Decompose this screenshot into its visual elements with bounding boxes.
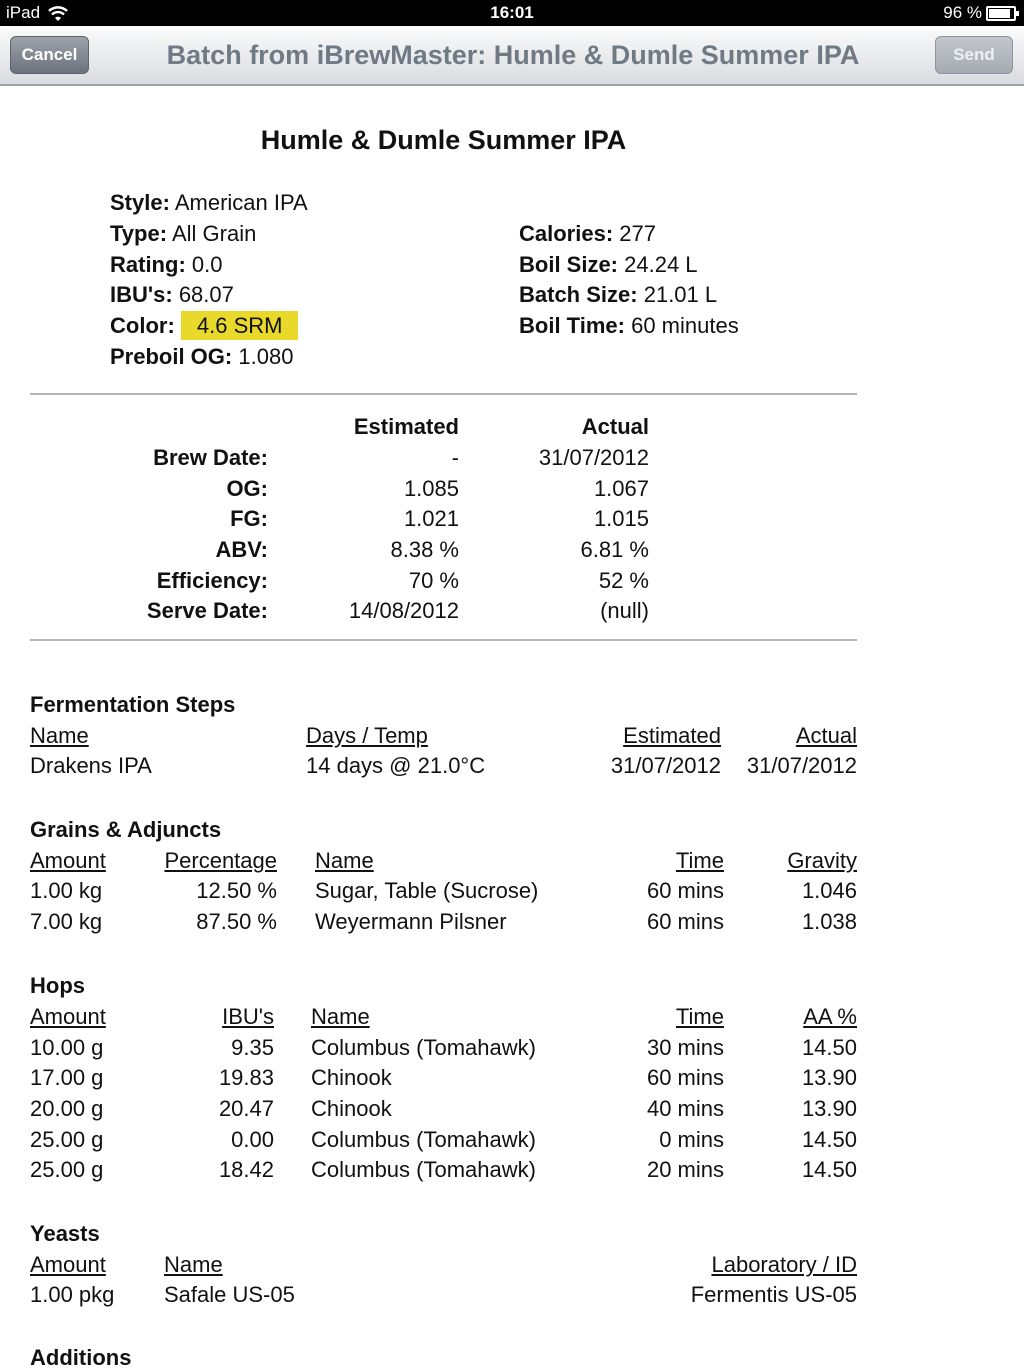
divider [30,393,857,395]
preboil-label: Preboil OG: [110,344,233,369]
grain-amount: 1.00 kg [30,878,103,903]
boil-size-label: Boil Size: [519,252,619,277]
grains-header-name: Name [315,848,374,873]
hop-amount: 10.00 g [30,1035,104,1060]
ferm-header-actual: Actual [795,723,857,748]
grain-gravity: 1.038 [801,909,857,934]
ibu-label: IBU's: [110,282,173,307]
boil-time-label: Boil Time: [519,313,625,338]
grain-name: Sugar, Table (Sucrose) [315,878,539,903]
hop-name: Chinook [311,1096,392,1121]
grains-header-time: Time [675,848,724,873]
preboil-row [110,344,293,370]
stat-actual: 6.81 % [580,537,649,562]
hop-aa: 13.90 [801,1096,857,1121]
batch-size-value: 21.01 L [643,282,718,307]
hop-aa: 14.50 [801,1157,857,1182]
hop-name: Chinook [311,1065,392,1090]
stat-label: Efficiency: [156,568,268,593]
grains-header-percentage: Percentage [164,848,277,873]
clock: 16:01 [490,3,534,22]
ferm-header-estimated: Estimated [623,723,721,748]
hops-header-time: Time [675,1004,724,1029]
batch-size-row [519,282,717,308]
hops-header-ibus: IBU's [222,1004,274,1029]
yeast-lab: Fermentis US-05 [690,1282,857,1307]
hop-ibus: 19.83 [218,1065,274,1090]
hops-header-name: Name [311,1004,370,1029]
boil-time-value: 60 minutes [631,313,739,338]
type-value: All Grain [171,221,257,246]
grains-title: Grains & Adjuncts [30,817,222,842]
stat-estimated: 1.021 [403,506,459,531]
rating-label: Rating: [110,252,186,277]
ferm-name: Drakens IPA [30,753,152,778]
stat-estimated: 70 % [408,568,459,593]
hops-header-aa: AA % [803,1004,857,1029]
color-label: Color: [110,313,175,338]
additions-title: Additions [30,1345,132,1370]
hop-name: Columbus (Tomahawk) [311,1035,536,1060]
battery-percent: 96 % [943,3,982,22]
grains-header-amount: Amount [30,848,106,873]
ferm-estimated: 31/07/2012 [610,753,721,778]
hop-time: 40 mins [646,1096,724,1121]
send-button[interactable]: Send [935,36,1013,74]
style-label: Style: [110,190,170,215]
ibu-value: 68.07 [178,282,234,307]
grain-time: 60 mins [646,878,724,903]
hop-name: Columbus (Tomahawk) [311,1157,536,1182]
type-row [110,221,256,247]
yeasts-header-amount: Amount [30,1252,106,1277]
style-value: American IPA [174,190,308,215]
ibu-row [110,282,234,308]
stat-label: OG: [226,476,268,501]
hop-ibus: 9.35 [231,1035,274,1060]
yeasts-header-name: Name [164,1252,223,1277]
stat-actual: 1.015 [593,506,649,531]
rating-row [110,252,222,278]
stat-actual: 1.067 [593,476,649,501]
hop-name: Columbus (Tomahawk) [311,1127,536,1152]
stat-label: FG: [230,506,268,531]
hop-time: 20 mins [646,1157,724,1182]
status-bar [0,0,1024,26]
hops-title: Hops [30,973,85,998]
hop-ibus: 18.42 [218,1157,274,1182]
battery-icon [986,6,1016,21]
grain-percentage: 87.50 % [196,909,277,934]
stat-actual: 31/07/2012 [538,445,649,470]
ferm-actual: 31/07/2012 [746,753,857,778]
divider [30,639,857,641]
hop-ibus: 0.00 [231,1127,274,1152]
boil-size-value: 24.24 L [624,252,698,277]
boil-size-row [519,252,698,278]
stat-actual: 52 % [598,568,649,593]
hop-amount: 25.00 g [30,1157,104,1182]
calories-label: Calories: [519,221,614,246]
grain-gravity: 1.046 [801,878,857,903]
hop-time: 60 mins [646,1065,724,1090]
hop-aa: 14.50 [801,1035,857,1060]
hop-ibus: 20.47 [218,1096,274,1121]
recipe-title: Humle & Dumle Summer IPA [260,125,627,155]
fermentation-title: Fermentation Steps [30,692,236,717]
stat-label: ABV: [215,537,268,562]
hop-amount: 17.00 g [30,1065,104,1090]
grain-name: Weyermann Pilsner [315,909,507,934]
grain-amount: 7.00 kg [30,909,103,934]
preboil-value: 1.080 [238,344,294,369]
yeasts-header-lab: Laboratory / ID [711,1252,857,1277]
estimated-header: Estimated [353,414,459,439]
hops-header-amount: Amount [30,1004,106,1029]
navigation-bar [0,26,1024,86]
nav-title: Batch from iBrewMaster: Humle & Dumle Summer IPA [166,40,860,70]
stat-actual: (null) [600,598,649,623]
stat-estimated: 8.38 % [390,537,459,562]
hop-aa: 14.50 [801,1127,857,1152]
yeast-amount: 1.00 pkg [30,1282,115,1307]
grain-percentage: 12.50 % [196,878,277,903]
yeast-name: Safale US-05 [164,1282,295,1307]
hop-aa: 13.90 [801,1065,857,1090]
batch-size-label: Batch Size: [519,282,638,307]
calories-value: 277 [619,221,656,246]
grain-time: 60 mins [646,909,724,934]
calories-row [519,221,656,247]
boil-time-row [519,313,739,339]
stat-label: Serve Date: [146,598,268,623]
ferm-days: 14 days @ 21.0°C [306,753,486,778]
stat-estimated: 1.085 [403,476,459,501]
color-row [110,313,298,339]
grains-header-gravity: Gravity [787,848,857,873]
stat-estimated: 14/08/2012 [348,598,459,623]
device-name: iPad [6,3,41,22]
hop-amount: 20.00 g [30,1096,104,1121]
stat-estimated: - [451,445,459,470]
yeasts-title: Yeasts [30,1221,100,1246]
type-label: Type: [110,221,168,246]
stat-label: Brew Date: [153,445,268,470]
ferm-header-name: Name [30,723,89,748]
hop-amount: 25.00 g [30,1127,104,1152]
rating-value: 0.0 [191,252,223,277]
color-value: 4.6 SRM [181,311,299,340]
hop-time: 0 mins [659,1127,724,1152]
actual-header: Actual [581,414,649,439]
hop-time: 30 mins [646,1035,724,1060]
style-row [110,190,308,216]
cancel-button[interactable]: Cancel [10,36,89,74]
ferm-header-days: Days / Temp [306,723,428,748]
